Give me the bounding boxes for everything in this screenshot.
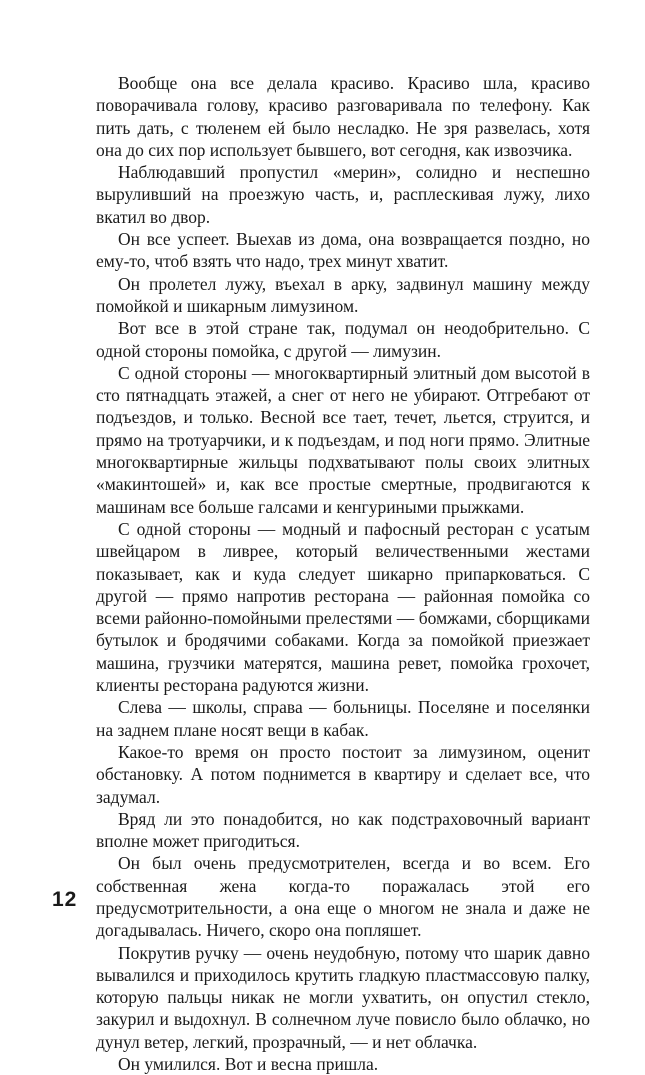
paragraph: Вряд ли это понадобится, но как подстраховочный вариант вполне может пригодиться. bbox=[96, 808, 590, 852]
paragraph: Вообще она все делала красиво. Красиво шла, красиво поворачивала голову, красиво разговаривала по телефону. Как пить дать, с тюленем ей было несладко. Не зря развелась, хотя она до сих пор использует бывшего, вот сегодня, как извозчика. bbox=[96, 73, 590, 160]
body-text bbox=[96, 72, 590, 1075]
paragraph: Какое-то время он просто постоит за лимузином, оценит обстановку. А потом поднимется в квартиру и сделает все, что задумал. bbox=[96, 741, 590, 807]
paragraph: Он пролетел лужу, въехал в арку, задвинул машину между помойкой и шикарным лимузином. bbox=[96, 273, 590, 316]
paragraph: Вот все в этой стране так, подумал он неодобрительно. С одной стороны помойка, с другой — лимузин. bbox=[96, 318, 590, 361]
paragraph: Он все успеет. Выехав из дома, она возвращается поздно, но ему-то, чтоб взять что надо, трех минут хватит. bbox=[96, 229, 590, 272]
paragraph: Наблюдавший пропустил «мерин», солидно и неспешно выруливший на проезжую часть, и, расплескивая лужу, лихо вкатил во двор. bbox=[96, 162, 590, 227]
page-number: 12 bbox=[52, 888, 78, 911]
paragraph: Покрутив ручку — очень неудобную, потому что шарик давно вывалился и приходилось крутить гладкую пластмассовую палку, которую пальцы никак не могли ухватить, он опустил стекло, закурил и выдохнул. В солнечном луче повисло было облачко, но дунул ветер, легкий, прозрачный, — и нет облачка. bbox=[96, 942, 590, 1052]
paragraph: Он был очень предусмотрителен, всегда и во всем. Его собственная жена когда-то поражалась этой его предусмотрительности, а она еще о многом не знала и даже не догадывалась. Ничего, скоро она попляшет. bbox=[96, 853, 590, 941]
paragraph: Он умилился. Вот и весна пришла. bbox=[118, 1054, 379, 1075]
paragraph: Слева — школы, справа — больницы. Поселяне и поселянки на заднем плане носят вещи в кабак. bbox=[96, 697, 590, 740]
paragraph: С одной стороны — многоквартирный элитный дом высотой в сто пятнадцать этажей, а снег от него не убирают. Отгребают от подъездов, и только. Весной все тает, течет, льется, струится, и прямо на тротуарчики, и к подъездам, и под ноги прямо. Элитные многоквартирные жильцы подхватывают полы своих элитных «макинтошей» и, как все простые смертные, продвигаются к машинам все больше галсами и кенгуриными прыжками. bbox=[96, 362, 590, 517]
paragraph: С одной стороны — модный и пафосный ресторан с усатым швейцаром в ливрее, который величественными жестами показывает, как и куда следует шикарно припарковаться. С другой — прямо напротив ресторана — районная помойка со всеми районно-помойными прелестями — бомжами, сборщиками бутылок и бродячими собаками. Когда за помойкой приезжает машина, грузчики матерятся, машина ревет, помойка грохочет, клиенты ресторана радуются жизни. bbox=[96, 518, 590, 696]
